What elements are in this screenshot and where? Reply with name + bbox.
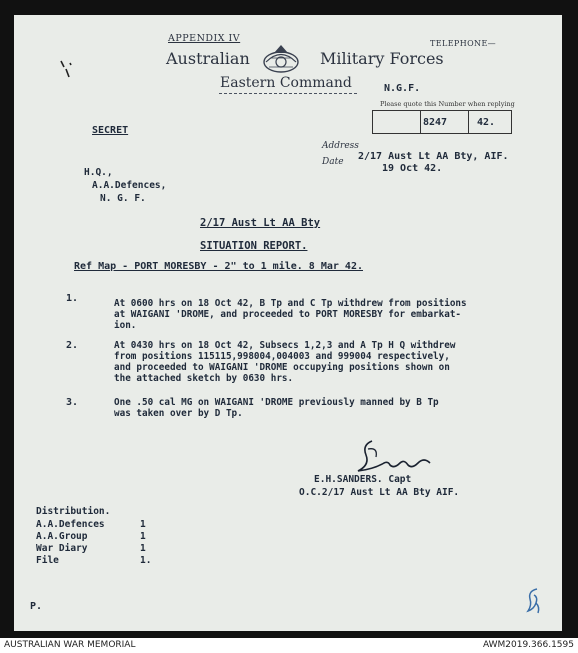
command-underline: [219, 93, 357, 94]
distribution-recipient: A.A.Group: [36, 531, 88, 542]
recipient-line-1: H.Q.,: [84, 167, 113, 178]
distribution-heading: Distribution.: [36, 506, 111, 517]
report-unit-title: 2/17 Aust Lt AA Bty: [200, 217, 321, 229]
page-mark: P.: [30, 601, 43, 612]
distribution-copies: 1: [140, 519, 146, 530]
distribution-copies: 1: [140, 531, 146, 542]
letterhead-eastern-command: Eastern Command: [220, 75, 352, 91]
letterhead-military-forces: Military Forces: [320, 49, 444, 68]
reference-suffix: 42.: [477, 117, 496, 128]
signatory-title: O.C.2/17 Aust Lt AA Bty AIF.: [299, 487, 460, 498]
handwritten-initial: [522, 585, 544, 615]
distribution-copies: 1.: [140, 555, 152, 566]
paragraph-number: 3.: [66, 397, 79, 408]
distribution-recipient: File: [36, 555, 59, 566]
paragraph-number: 2.: [66, 340, 79, 351]
date-label: Date: [322, 157, 344, 167]
distribution-recipient: War Diary: [36, 543, 88, 554]
distribution-copies: 1: [140, 543, 146, 554]
recipient-line-3: N. G. F.: [100, 193, 146, 204]
paragraph-text: At 0600 hrs on 18 Oct 42, B Tp and C Tp withdrew from positions at WAIGANI 'DROME, and proceeded to PORT MORESBY for embarkat- ion.: [114, 298, 467, 331]
classification-label: SECRET: [92, 125, 129, 136]
paragraph-text: At 0430 hrs on 18 Oct 42, Subsecs 1,2,3 and A Tp H Q withdrew from positions 115115,998004,004003 and 999004 respectively, and proceeded to WAIGANI 'DROME occupying positions shown on the attached sketch by 0630 hrs.: [114, 340, 456, 384]
crest-icon: [260, 43, 302, 75]
letterhead-australian: Australian: [166, 49, 250, 68]
file-code: N.G.F.: [384, 83, 421, 94]
quote-number-note: Please quote this Number when replying: [380, 100, 515, 108]
sender-address: 2/17 Aust Lt AA Bty, AIF.: [358, 151, 509, 162]
paragraph-number: 1.: [66, 293, 79, 304]
archive-accession-number: AWM2019.366.1595: [482, 640, 574, 650]
pencil-mark: [58, 59, 74, 81]
appendix-label: APPENDIX IV: [168, 33, 241, 44]
signatory-name: E.H.SANDERS. Capt: [314, 474, 412, 485]
reference-number-box: [372, 110, 512, 134]
archive-footer: [0, 638, 578, 653]
distribution-recipient: A.A.Defences: [36, 519, 105, 530]
paragraph-text: One .50 cal MG on WAIGANI 'DROME previously manned by B Tp was taken over by D Tp.: [114, 397, 439, 419]
reference-map-line: Ref Map - PORT MORESBY - 2" to 1 mile. 8 Mar 42.: [74, 261, 363, 272]
distribution-row: [36, 543, 146, 554]
distribution-row: [36, 519, 146, 530]
distribution-row: [36, 531, 146, 542]
document-page: [14, 15, 562, 631]
sender-date: 19 Oct 42.: [382, 163, 443, 174]
recipient-line-2: A.A.Defences,: [92, 180, 167, 191]
handwritten-signature: [344, 435, 434, 479]
address-label: Address: [322, 141, 359, 151]
distribution-row: [36, 555, 151, 566]
reference-number: 8247: [423, 117, 448, 128]
report-title: SITUATION REPORT.: [200, 240, 308, 252]
telephone-label: TELEPHONE—: [430, 39, 497, 48]
archive-name: AUSTRALIAN WAR MEMORIAL: [4, 640, 136, 650]
